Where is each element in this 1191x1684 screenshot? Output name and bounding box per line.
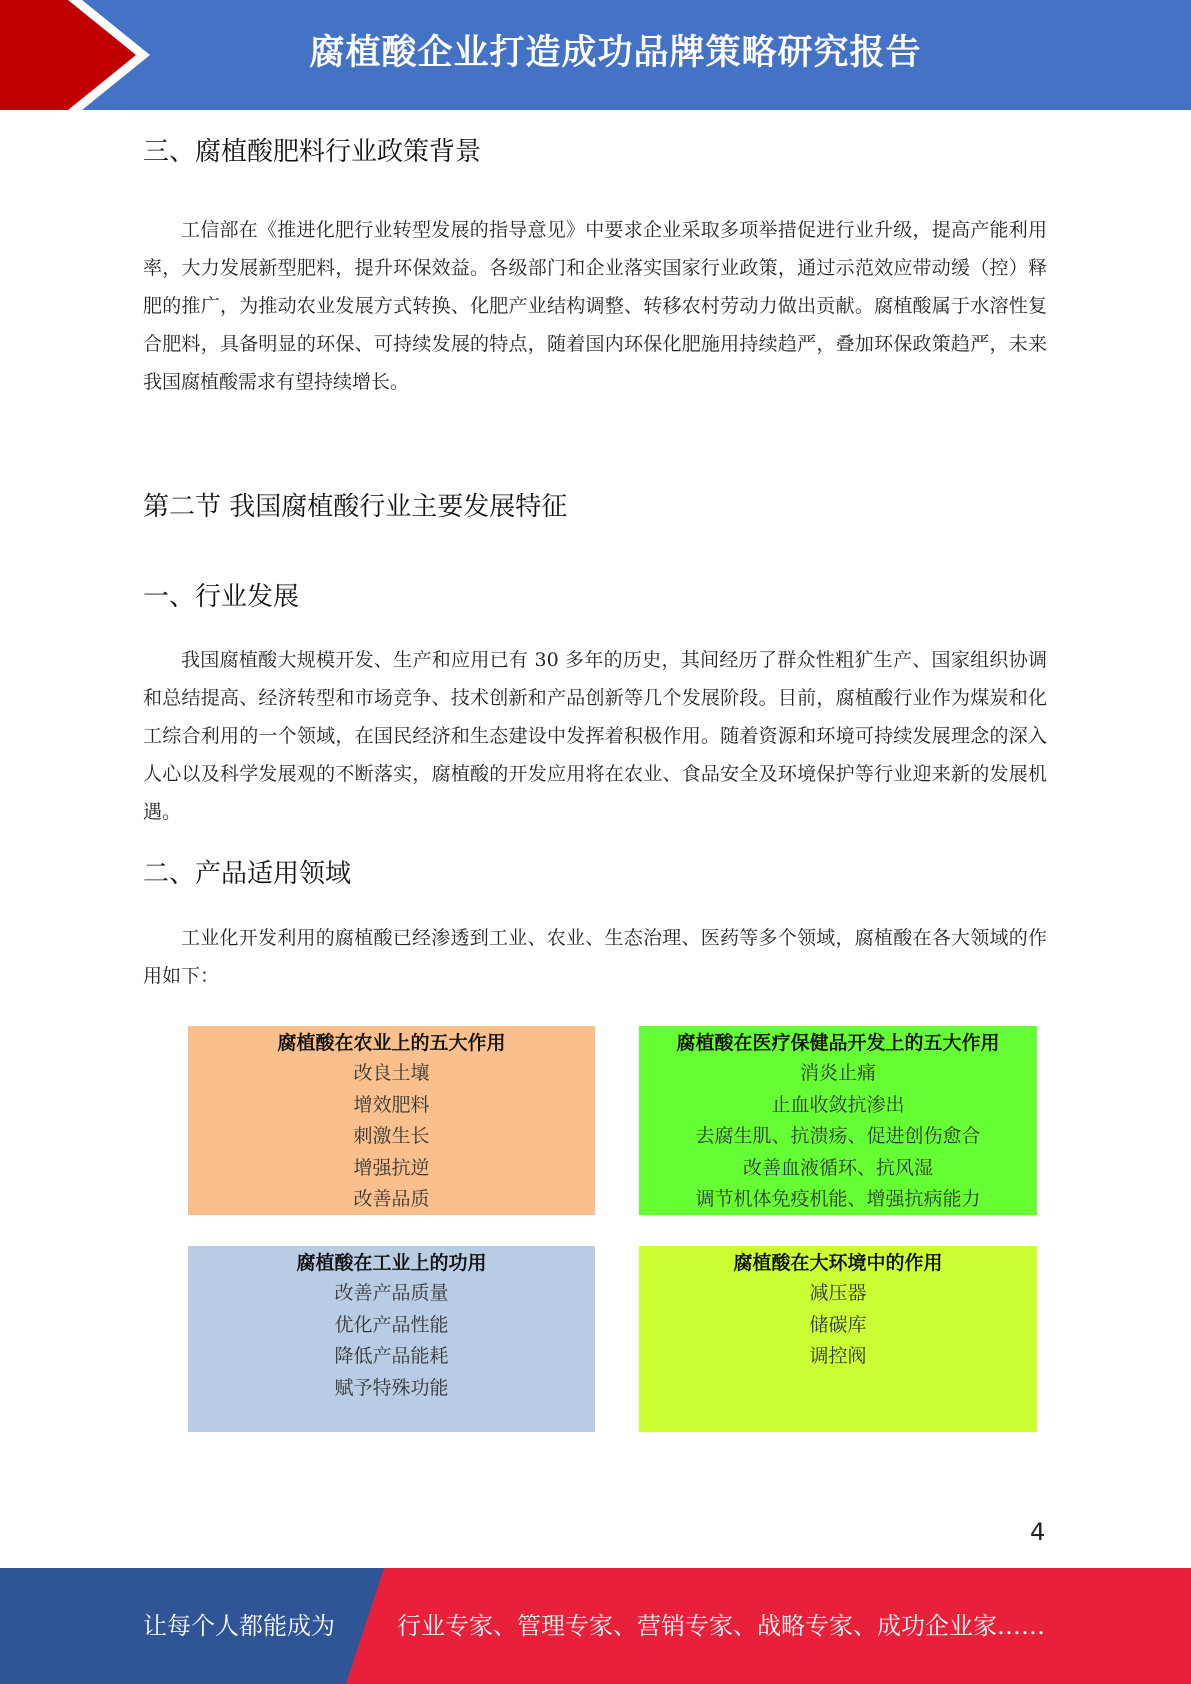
list-item: 增强抗逆 — [353, 1156, 430, 1179]
list-item: 改良土壤 — [353, 1062, 430, 1084]
list-item: 增效肥料 — [353, 1093, 430, 1116]
agriculture-list — [188, 1058, 595, 1216]
page-header — [0, 0, 1191, 110]
agriculture-box-title: 腐植酸在农业上的五大作用 — [277, 1032, 506, 1054]
header-chevron-decoration — [0, 0, 150, 110]
environment-box-title: 腐植酸在大环境中的作用 — [733, 1252, 943, 1274]
page-footer — [0, 1568, 1191, 1684]
application-paragraph: 工业化开发利用的腐植酸已经渗透到工业、农业、生态治理、医药等多个领域，腐植酸在各大领域的作用如下： — [143, 927, 1047, 987]
policy-paragraph: 工信部在《推进化肥行业转型发展的指导意见》中要求企业采取多项举措促进行业升级，提高产能利用率，大力发展新型肥料，提升环保效益。各级部门和企业落实国家行业政策，通过示范效应带动缓（控）释肥的推广，为推动农业发展方式转换、化肥产业结构调整、转移农村劳动力做出贡献。腐植酸属于水溶性复合肥料，具备明显的环保、可持续发展的特点，随着国内环保化肥施用持续趋严，叠加环保政策趋严，未来我国腐植酸需求有望持续增长。 — [143, 219, 1047, 393]
medical-box — [639, 1026, 1037, 1215]
list-item: 去腐生肌、抗溃疡、促进创伤愈合 — [695, 1125, 981, 1147]
list-item: 改善血液循环、抗风湿 — [742, 1156, 933, 1179]
list-item: 消炎止痛 — [799, 1062, 876, 1084]
industry-list — [188, 1278, 595, 1404]
list-item: 改善品质 — [353, 1188, 430, 1210]
application-heading: 二、产品适用领域 — [143, 859, 352, 889]
medical-list — [639, 1058, 1037, 1216]
policy-heading: 三、腐植酸肥料行业政策背景 — [143, 137, 482, 167]
environment-list — [639, 1278, 1037, 1373]
list-item: 刺激生长 — [353, 1125, 430, 1147]
footer-slogan-left: 让每个人都能成为 — [143, 1612, 335, 1640]
list-item: 赋予特殊功能 — [334, 1376, 449, 1399]
medical-box-title: 腐植酸在医疗保健品开发上的五大作用 — [676, 1032, 1000, 1054]
development-paragraph: 我国腐植酸大规模开发、生产和应用已有 30 多年的历史，其间经历了群众性粗犷生产、国家组织协调和总结提高、经济转型和市场竞争、技术创新和产品创新等几个发展阶段。目前，腐植酸行业作为煤炭和化工综合利用的一个领域，在国民经济和生态建设中发挥着积极作用。随着资源和环境可持续发展理念的深入人心以及科学发展观的不断落实，腐植酸的开发应用将在农业、食品安全及环境保护等行业迎来新的发展机遇。 — [143, 649, 1047, 823]
footer-slogan-right: 行业专家、管理专家、营销专家、战略专家、成功企业家…… — [397, 1612, 1045, 1640]
list-item: 储碳库 — [809, 1313, 867, 1336]
environment-box — [639, 1246, 1037, 1432]
list-item: 减压器 — [809, 1282, 867, 1304]
industry-box-title: 腐植酸在工业上的功用 — [296, 1252, 487, 1274]
page-number: 4 — [1030, 1518, 1046, 1546]
list-item: 止血收敛抗渗出 — [771, 1093, 905, 1116]
report-title: 腐植酸企业打造成功品牌策略研究报告 — [309, 33, 922, 73]
agriculture-box — [188, 1026, 595, 1215]
list-item: 调节机体免疫机能、增强抗病能力 — [695, 1188, 981, 1210]
industry-box — [188, 1246, 595, 1432]
list-item: 降低产品能耗 — [334, 1345, 449, 1367]
development-heading: 一、行业发展 — [143, 582, 300, 612]
list-item: 优化产品性能 — [334, 1313, 449, 1336]
list-item: 调控阀 — [809, 1345, 867, 1367]
list-item: 改善产品质量 — [334, 1282, 449, 1304]
chapter-heading: 第二节 我国腐植酸行业主要发展特征 — [143, 492, 568, 522]
